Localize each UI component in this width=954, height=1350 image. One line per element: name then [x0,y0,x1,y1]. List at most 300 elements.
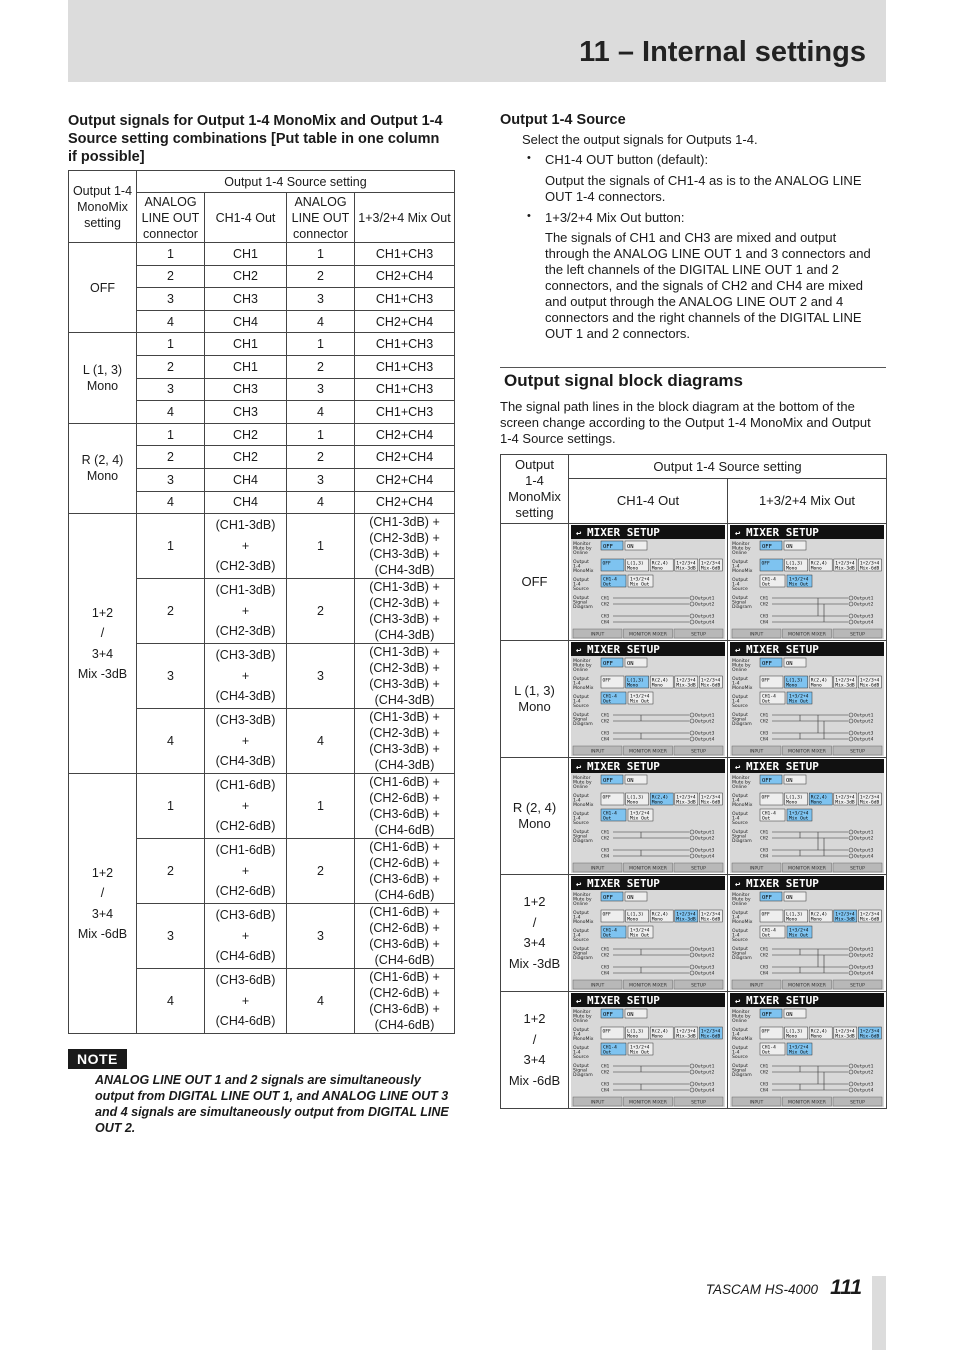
screen-tab-label: MONITOR MIXER [628,749,668,755]
cell-line: + [241,863,250,878]
row-label [501,758,569,875]
output-label: Output1 [695,947,715,953]
screen-title: MIXER SETUP [587,994,660,1007]
button-text: Mix-6dB [700,1034,721,1040]
source-label: Output [732,695,748,700]
cell-line: / [532,914,537,930]
diagram-cell [569,758,728,875]
button-text: Mix Out [789,582,809,588]
output-combination-table [68,170,455,1034]
monomix-label: Output [732,1028,748,1033]
button-text: R(2,4) [651,561,669,567]
table-cell: CH2 [205,265,287,288]
cell-line: (CH1-6dB) + [369,840,440,855]
monomix-label: 1-4 [573,681,581,687]
cell-line: Mix -6dB [77,927,128,942]
button-text: Mix-6dB [859,683,880,689]
channel-label: CH2 [760,836,769,842]
monomix-label: MonoMix [573,1037,594,1043]
source-label: 1-4 [573,582,581,588]
button-text: OFF [762,544,772,550]
cell-line: (CH1-3dB) + [369,710,440,725]
cell-line: 1+2 [523,1011,546,1026]
source-label: Source [573,704,589,710]
table-cell: 4 [137,310,205,333]
monomix-label: 1-4 [573,564,581,570]
button-text: Mix-3dB [676,917,696,923]
mixer-setup-screenshot [730,876,884,990]
cell-line: (CH3-6dB) + [369,872,440,887]
table-cell: CH2+CH4 [355,446,455,469]
monomix-label: MonoMix [573,686,594,692]
group-label: L (1, 3) Mono [69,333,137,423]
channel-label: CH2 [601,719,610,725]
diagram-label: Diagram [732,839,752,845]
monitor-label: Online [573,785,588,791]
return-icon: ↩ [576,997,582,1007]
output-label: Output2 [854,719,874,725]
table-cell: CH1+CH3 [355,288,455,311]
table-cell: 3 [137,378,205,401]
screen-title: MIXER SETUP [746,643,819,656]
button-text: OFF [602,912,611,918]
diagram-label: Output [732,596,748,601]
diagram-label: Output [573,830,589,835]
table-cell [205,644,287,709]
cell-line: (CH1-3dB) + [369,580,440,595]
cell-line: (CH1-6dB) + [369,905,440,920]
channel-label: CH3 [601,1082,610,1088]
channel-label: CH1 [601,830,610,836]
monitor-label: Online [732,1019,747,1025]
table-cell: CH3 [205,378,287,401]
channel-label: CH2 [760,1070,769,1076]
button-text: 1+2/3+4 [676,561,696,567]
table-cell [205,709,287,774]
button-text: ON [786,544,793,550]
output-label: Output4 [854,854,874,860]
button-text: ON [786,778,793,784]
button-text: L(1,3) [627,912,644,918]
section-title: Output signal block diagrams [504,371,743,390]
table-cell: CH1 [205,243,287,266]
button-text: 1+2/3+4 [859,795,880,801]
button-text: L(1,3) [627,1029,644,1035]
table-cell: CH4 [205,491,287,514]
monomix-label: MonoMix [573,920,594,926]
table-cell: CH2+CH4 [355,491,455,514]
button-text: Mix-6dB [700,683,721,689]
output-label: Output3 [695,1082,715,1088]
note-text: ANALOG LINE OUT 1 and 2 signals are simultaneously output from DIGITAL LINE OUT 1, and ANALOG LINE OUT 3 and 4 signals are simultaneously output from DIGITAL LINE OUT 2. [95,1073,449,1135]
button-text: Mono [651,566,663,572]
button-text: R(2,4) [651,678,669,684]
table-cell: 2 [137,355,205,378]
screen-title: MIXER SETUP [587,526,660,539]
button-text: L(1,3) [627,561,644,567]
button-text: CH1-4 [762,811,776,817]
monitor-label: Online [573,902,588,908]
button-text: OFF [762,895,772,901]
output-label: Output2 [695,602,715,608]
cell-line: setting [515,505,554,520]
button-text: OFF [603,544,613,550]
cell-line: (CH2-6dB) + [369,791,440,806]
source-label: Source [732,1055,748,1061]
row-label [501,524,569,641]
mixer-setup-screenshot [730,525,884,639]
source-label: Output [573,578,589,583]
screen-title: MIXER SETUP [746,877,819,890]
diagram-label: Output [573,947,589,952]
monitor-label: Mute by [732,546,751,552]
chapter-title: 11 – Internal settings [579,36,866,68]
diagram-cell [728,641,887,758]
return-icon: ↩ [735,763,741,773]
button-text: Mix Out [789,933,809,939]
channel-label: CH2 [601,602,610,608]
screen-tab-label: SETUP [850,866,865,872]
button-text: OFF [761,678,770,684]
cell-line: (CH3-3dB) + [369,612,440,627]
button-text: 1+2/3+4 [859,1029,880,1035]
table-cell: 3 [287,644,355,709]
output-label: Output4 [695,854,715,860]
group-label: R (2, 4) Mono [69,423,137,513]
cell-line: / [532,1031,537,1047]
channel-label: CH3 [760,731,769,737]
channel-label: CH2 [760,719,769,725]
cell-line: (CH3-3dB) [215,648,276,663]
header-ch14: CH1-4 Out [205,193,287,243]
monomix-label: Output [732,911,748,916]
button-text: R(2,4) [651,912,669,918]
diagram-label: Diagram [573,956,593,962]
monitor-label: Monitor [732,1010,750,1015]
source-label: Source [732,587,748,593]
screen-title: MIXER SETUP [746,760,819,773]
button-text: Mono [627,917,639,923]
cell-line: + [241,928,250,943]
button-text: Mono [651,800,663,806]
diagram-label: Output [573,713,589,718]
screen-tab-label: MONITOR MIXER [787,866,827,872]
table-cell: CH4 [205,310,287,333]
page-tab-strip [872,1276,886,1350]
monitor-label: Monitor [573,542,591,547]
button-text: CH1-4 [603,928,617,934]
button-text: OFF [761,1029,770,1035]
button-text: Mono [810,800,822,806]
screen-tab-label: SETUP [850,983,865,989]
section-rule [500,367,886,368]
button-text: 1+2/3+4 [676,1029,696,1035]
button-text: 1+2/3+4 [676,795,696,801]
mixer-setup-screenshot [730,759,884,873]
button-text: 1+2/3+4 [859,561,880,567]
cell-line: (CH2-6dB) [215,819,276,834]
cell-line: + [241,798,250,813]
monomix-label: Output [573,560,589,565]
channel-label: CH3 [760,1082,769,1088]
screen-tab-label: SETUP [691,749,706,755]
screen-tab-label: SETUP [850,1100,865,1106]
table-cell: 1 [137,333,205,356]
table-cell: CH2 [205,446,287,469]
return-icon: ↩ [576,529,582,539]
button-text: R(2,4) [651,795,669,801]
table-cell [355,644,455,709]
cell-line: (CH1-6dB) + [369,775,440,790]
button-text: ON [627,544,634,550]
screen-tab-label: INPUT [749,983,764,989]
cell-line: (CH1-3dB) [215,518,276,533]
button-text: 1+2/3+4 [700,795,721,801]
group-label [69,514,137,774]
button-text: ON [627,1012,634,1018]
cell-line: 3+4 [91,906,114,921]
cell-line: (CH1-3dB) [215,583,276,598]
button-text: OFF [762,661,772,667]
table-cell [205,839,287,904]
channel-label: CH1 [601,596,610,602]
cell-line: (CH1-6dB) [215,843,276,858]
button-text: ON [627,895,634,901]
button-text: 1+2/3+4 [676,678,696,684]
button-text: R(2,4) [810,912,828,918]
return-icon: ↩ [576,763,582,773]
monitor-label: Monitor [732,776,750,781]
table-row [501,992,887,1109]
table-cell: 3 [137,468,205,491]
button-text: Mix Out [630,699,650,705]
monomix-label: Output [573,1028,589,1033]
button-text: Mono [810,917,822,923]
mixer-setup-screenshot [730,642,884,756]
diagram-cell [728,992,887,1109]
button-text: Mono [786,683,798,689]
output-label: Output2 [854,602,874,608]
screen-tab-label: SETUP [850,749,865,755]
table-cell [355,579,455,644]
table-header-row [501,455,887,479]
button-text: Mix Out [630,816,650,822]
channel-label: CH1 [760,713,769,719]
monomix-label: MonoMix [732,569,753,575]
table-cell: CH1 [205,333,287,356]
cell-line: + [241,538,250,553]
channel-label: CH4 [760,1088,769,1094]
monomix-label: MonoMix [732,686,753,692]
source-label: Output [732,812,748,817]
cell-line: (CH3-6dB) + [369,807,440,822]
table-cell: CH1+CH3 [355,243,455,266]
source-label: Source [573,1055,589,1061]
table-cell [355,904,455,969]
button-text: Mix Out [789,1050,809,1056]
diagram-cell [728,524,887,641]
return-icon: ↩ [735,880,741,890]
button-text: Mix-6dB [700,917,721,923]
button-text: CH1-4 [762,1045,776,1051]
header-mix-text: +3/2+4 Mix Out [365,210,451,225]
footer-model: TASCAM HS-4000 [705,1282,818,1297]
button-text: Mono [810,1034,822,1040]
output-label: Output3 [854,965,874,971]
header-ch14: CH1-4 Out [569,479,728,524]
button-text: Out [603,933,612,939]
output-label: Output3 [695,965,715,971]
channel-label: CH2 [601,836,610,842]
table-cell [205,904,287,969]
button-text: Out [762,816,771,822]
output-label: Output4 [695,971,715,977]
output-label: Output1 [695,1064,715,1070]
channel-label: CH1 [601,713,610,719]
output-label: Output4 [854,971,874,977]
screen-tab-label: MONITOR MIXER [628,1100,668,1106]
button-text: 1+3/2+4 [789,928,809,934]
button-text: Mono [627,1034,639,1040]
mixer-setup-screenshot [730,993,884,1107]
button-text: Mono [786,917,798,923]
table-cell: 4 [287,401,355,424]
table-cell: 3 [287,468,355,491]
button-text: Mix-3dB [676,1034,696,1040]
table-cell: 1 [137,514,205,579]
channel-label: CH1 [760,596,769,602]
source-label: Source [573,938,589,944]
monitor-label: Mute by [573,663,592,669]
source-label: Output [573,812,589,817]
channel-label: CH2 [760,953,769,959]
table-cell: 4 [287,969,355,1034]
button-text: OFF [603,778,613,784]
button-text: OFF [761,561,770,567]
source-label: 1-4 [573,699,581,705]
button-text: CH1-4 [603,811,617,817]
diagram-label: Diagram [732,956,752,962]
table-cell: CH1 [205,355,287,378]
table-cell: CH1+CH3 [355,378,455,401]
button-text: 1+2/3+4 [835,1029,855,1035]
screen-tab-label: MONITOR MIXER [628,632,668,638]
cell-line: + [241,733,250,748]
monitor-label: Online [732,668,747,674]
diagram-cell [569,524,728,641]
table-cell [205,514,287,579]
button-text: 1+3/2+4 [789,577,809,583]
source-label: 1-4 [732,699,740,705]
table-cell: 1 [287,423,355,446]
cell-line: Mix -6dB [508,1072,561,1088]
button-text: 1+3/2+4 [630,928,650,934]
table-row [69,333,455,356]
button-text: 1+2/3+4 [835,795,855,801]
button-text: 1+2/3+4 [676,912,696,918]
button-text: OFF [603,895,613,901]
mixer-setup-screenshot [571,876,725,990]
button-text: Mono [651,683,663,689]
channel-label: CH4 [601,854,610,860]
output-label: Output2 [695,1070,715,1076]
output-label: Output1 [854,830,874,836]
table-cell: 1 [287,243,355,266]
channel-label: CH4 [601,1088,610,1094]
cell-line: Mix -3dB [508,955,561,971]
button-text: Mono [651,917,663,923]
source-label: Output [573,929,589,934]
diagram-cell [728,875,887,992]
button-text: 1+2/3+4 [835,561,855,567]
diagram-label: Signal [732,834,747,840]
group-label [69,774,137,1034]
channel-label: CH3 [601,614,610,620]
bullet-dot: • [527,210,531,222]
bullet-mix: 1+3/2+4 Mix Out button: [545,210,685,225]
return-icon: ↩ [576,646,582,656]
button-text: 1+2/3+4 [700,561,721,567]
table-cell: 2 [287,579,355,644]
screen-tab-label: INPUT [749,866,764,872]
button-text: ON [786,1012,793,1018]
cell-line: OFF [521,574,548,589]
source-heading: Output 1-4 Source [500,112,626,128]
diagram-label: Signal [573,834,588,840]
channel-label: CH4 [760,737,769,743]
table-cell: 2 [287,355,355,378]
output-label: Output1 [695,596,715,602]
monitor-label: Mute by [573,1014,592,1020]
channel-label: CH1 [601,1064,610,1070]
monomix-label: Output [573,794,589,799]
diagram-label: Output [573,1064,589,1069]
button-text: OFF [762,778,772,784]
screen-tab-label: MONITOR MIXER [628,866,668,872]
button-text: 1+3/2+4 [630,694,650,700]
source-label: Output [732,578,748,583]
button-text: Mono [810,566,822,572]
table-row [69,243,455,266]
button-text: Mono [627,800,639,806]
row-label [501,992,569,1109]
button-text: Mix-3dB [676,800,696,806]
cell-line: Mix -3dB [77,667,128,682]
channel-label: CH4 [601,737,610,743]
header-mix: 1+3/2+4 Mix Out [728,479,887,524]
screen-tab-label: SETUP [691,866,706,872]
output-label: Output3 [695,848,715,854]
screen-tab-label: INPUT [590,749,605,755]
cell-line: (CH4-6dB) [374,823,435,838]
table-cell: 4 [137,709,205,774]
bullet-ch14-desc: Output the signals of CH1-4 as is to the ANALOG LINE OUT 1-4 connectors. [545,173,862,204]
source-label: 1-4 [573,816,581,822]
screen-tab-label: MONITOR MIXER [787,983,827,989]
table-cell: 2 [137,265,205,288]
table-cell [205,969,287,1034]
diagram-label: Diagram [573,1073,593,1079]
cell-line: 1+2 [91,605,114,620]
button-text: 1+3/2+4 [630,811,650,817]
cell-line: L (1, 3) [514,683,555,698]
header-mix [355,193,455,243]
button-text: Out [603,816,612,822]
diagram-label: Signal [573,1068,588,1074]
monomix-label: 1-4 [573,1032,581,1038]
button-text: Mix-3dB [835,683,855,689]
button-text: L(1,3) [786,678,803,684]
